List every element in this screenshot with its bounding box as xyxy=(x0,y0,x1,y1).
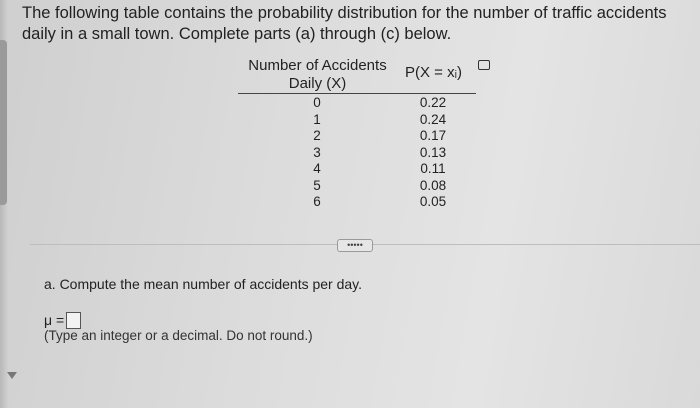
part-a-question: a. Compute the mean number of accidents per day. xyxy=(44,276,363,292)
copy-icon[interactable] xyxy=(478,60,490,70)
table-cell-p: 0.22 xyxy=(419,95,447,110)
table-header-x-line2: Daily (X) xyxy=(288,75,347,92)
table-cell-x: 6 xyxy=(313,194,321,209)
table-cell-x: 2 xyxy=(313,128,321,143)
table-cell-p: 0.13 xyxy=(419,144,447,160)
scroll-down-arrow-icon[interactable] xyxy=(7,372,17,379)
expand-more-button[interactable]: ••••• xyxy=(337,239,373,252)
table-cell-p: 0.17 xyxy=(419,128,447,143)
table-cell-p: 0.08 xyxy=(419,177,447,193)
table-header-x-line1: Number of Accidents xyxy=(248,57,387,74)
table-cell-p: 0.11 xyxy=(420,161,446,176)
table-column-p xyxy=(410,95,456,211)
table-cell-p: 0.24 xyxy=(419,111,447,127)
table-header-x xyxy=(240,57,395,93)
table-header-rule xyxy=(238,93,476,94)
table-cell-x: 0 xyxy=(313,95,321,110)
mean-answer-input[interactable] xyxy=(66,312,81,329)
table-header-p: P(X = xᵢ) xyxy=(405,64,462,81)
mu-label: μ = xyxy=(44,312,65,328)
table-column-x xyxy=(305,95,329,211)
mu-answer-row xyxy=(44,311,81,329)
table-cell-x: 3 xyxy=(313,144,321,160)
problem-intro: The following table contains the probability distribution for the number of traffic accidents daily in a small town. Complete parts (a) through (c) below. xyxy=(22,4,667,43)
table-cell-x: 1 xyxy=(313,111,321,127)
table-cell-x: 5 xyxy=(313,177,321,193)
scrollbar-thumb[interactable] xyxy=(0,40,7,205)
table-cell-x: 4 xyxy=(313,161,321,176)
table-cell-p: 0.05 xyxy=(419,194,447,209)
answer-format-hint: (Type an integer or a decimal. Do not round.) xyxy=(44,328,313,343)
